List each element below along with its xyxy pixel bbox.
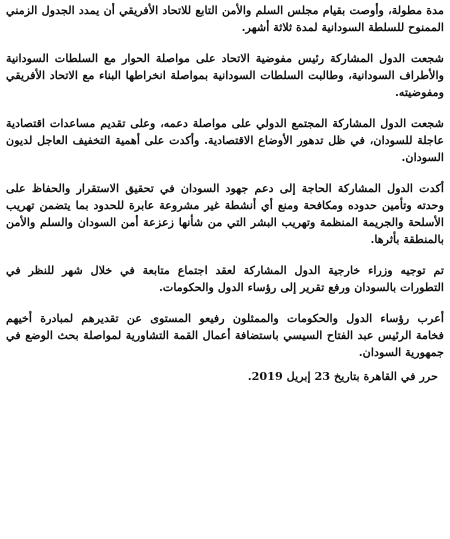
paragraph-line: تم توجيه وزراء خارجية الدول المشاركة لعقد اجتماع متابعة في خلال شهر للنظر في <box>6 263 444 277</box>
paragraph-line: بالمنطقة بأثرها. <box>370 232 444 246</box>
paragraph-line: السودان. <box>401 150 444 164</box>
paragraph-economic-support <box>6 115 444 166</box>
paragraph-stability-security <box>6 180 444 248</box>
paragraph-timeline-extension <box>6 2 444 36</box>
paragraph-line: جمهورية السودان. <box>358 345 444 359</box>
paragraph-line: شجعت الدول المشاركة رئيس مفوضية الاتحاد على مواصلة الحوار مع السلطات السودانية <box>6 51 444 65</box>
paragraph-line: عاجلة للسودان، في ظل تدهور الأوضاع الاقتصادية. وأكدت على أهمية التخفيف العاجل لديون <box>6 133 444 147</box>
paragraph-followup-meeting <box>6 262 444 296</box>
paragraph-line: التطورات بالسودان ورفع تقرير إلى رؤساء الدول والحكومات. <box>158 280 444 294</box>
paragraph-line: وحدته وتأمين حدوده ومكافحة ومنع أي أنشطة غير مشروعة عابرة للحدود بما يتضمن تهريب <box>6 198 444 212</box>
paragraph-line: مدة مطولة، وأوصت بقيام مجلس السلم والأمن التابع للاتحاد الأفريقي أن يمدد الجدول الزمني <box>6 3 444 17</box>
paragraph-line: أعرب رؤساء الدول والحكومات والممثلون رفيعو المستوى عن تقديرهم لمبادرة أخيهم <box>6 311 444 325</box>
paragraph-appreciation <box>6 310 444 361</box>
paragraph-line: فخامة الرئيس عبد الفتاح السيسي باستضافة أعمال القمة التشاورية لمواصلة بحث الوضع في <box>6 328 444 342</box>
paragraph-line: شجعت الدول المشاركة المجتمع الدولي على مواصلة دعمه، وعلى تقديم مساعدات اقتصادية <box>6 116 444 130</box>
paragraph-line: أكدت الدول المشاركة الحاجة إلى دعم جهود السودان في تحقيق الاستقرار والحفاظ على <box>6 181 444 195</box>
paragraph-dialogue-encouragement <box>6 50 444 101</box>
paragraph-line: الأسلحة والجريمة المنظمة وتهريب البشر التي من شأنها زعزعة أمن السودان والسلم والأمن <box>6 215 444 229</box>
signoff-date: حرر في القاهرة بتاريخ 23 إبريل 2019. <box>247 369 438 383</box>
paragraph-line: الممنوح للسلطة السودانية لمدة ثلاثة أشهر. <box>241 20 444 34</box>
document-body <box>6 0 444 375</box>
paragraph-line: ومفوضيته. <box>395 85 444 99</box>
paragraph-line: والأطراف السودانية، وطالبت السلطات السودانية بمواصلة انخراطها البناء مع الاتحاد الأفريقي <box>6 68 444 82</box>
